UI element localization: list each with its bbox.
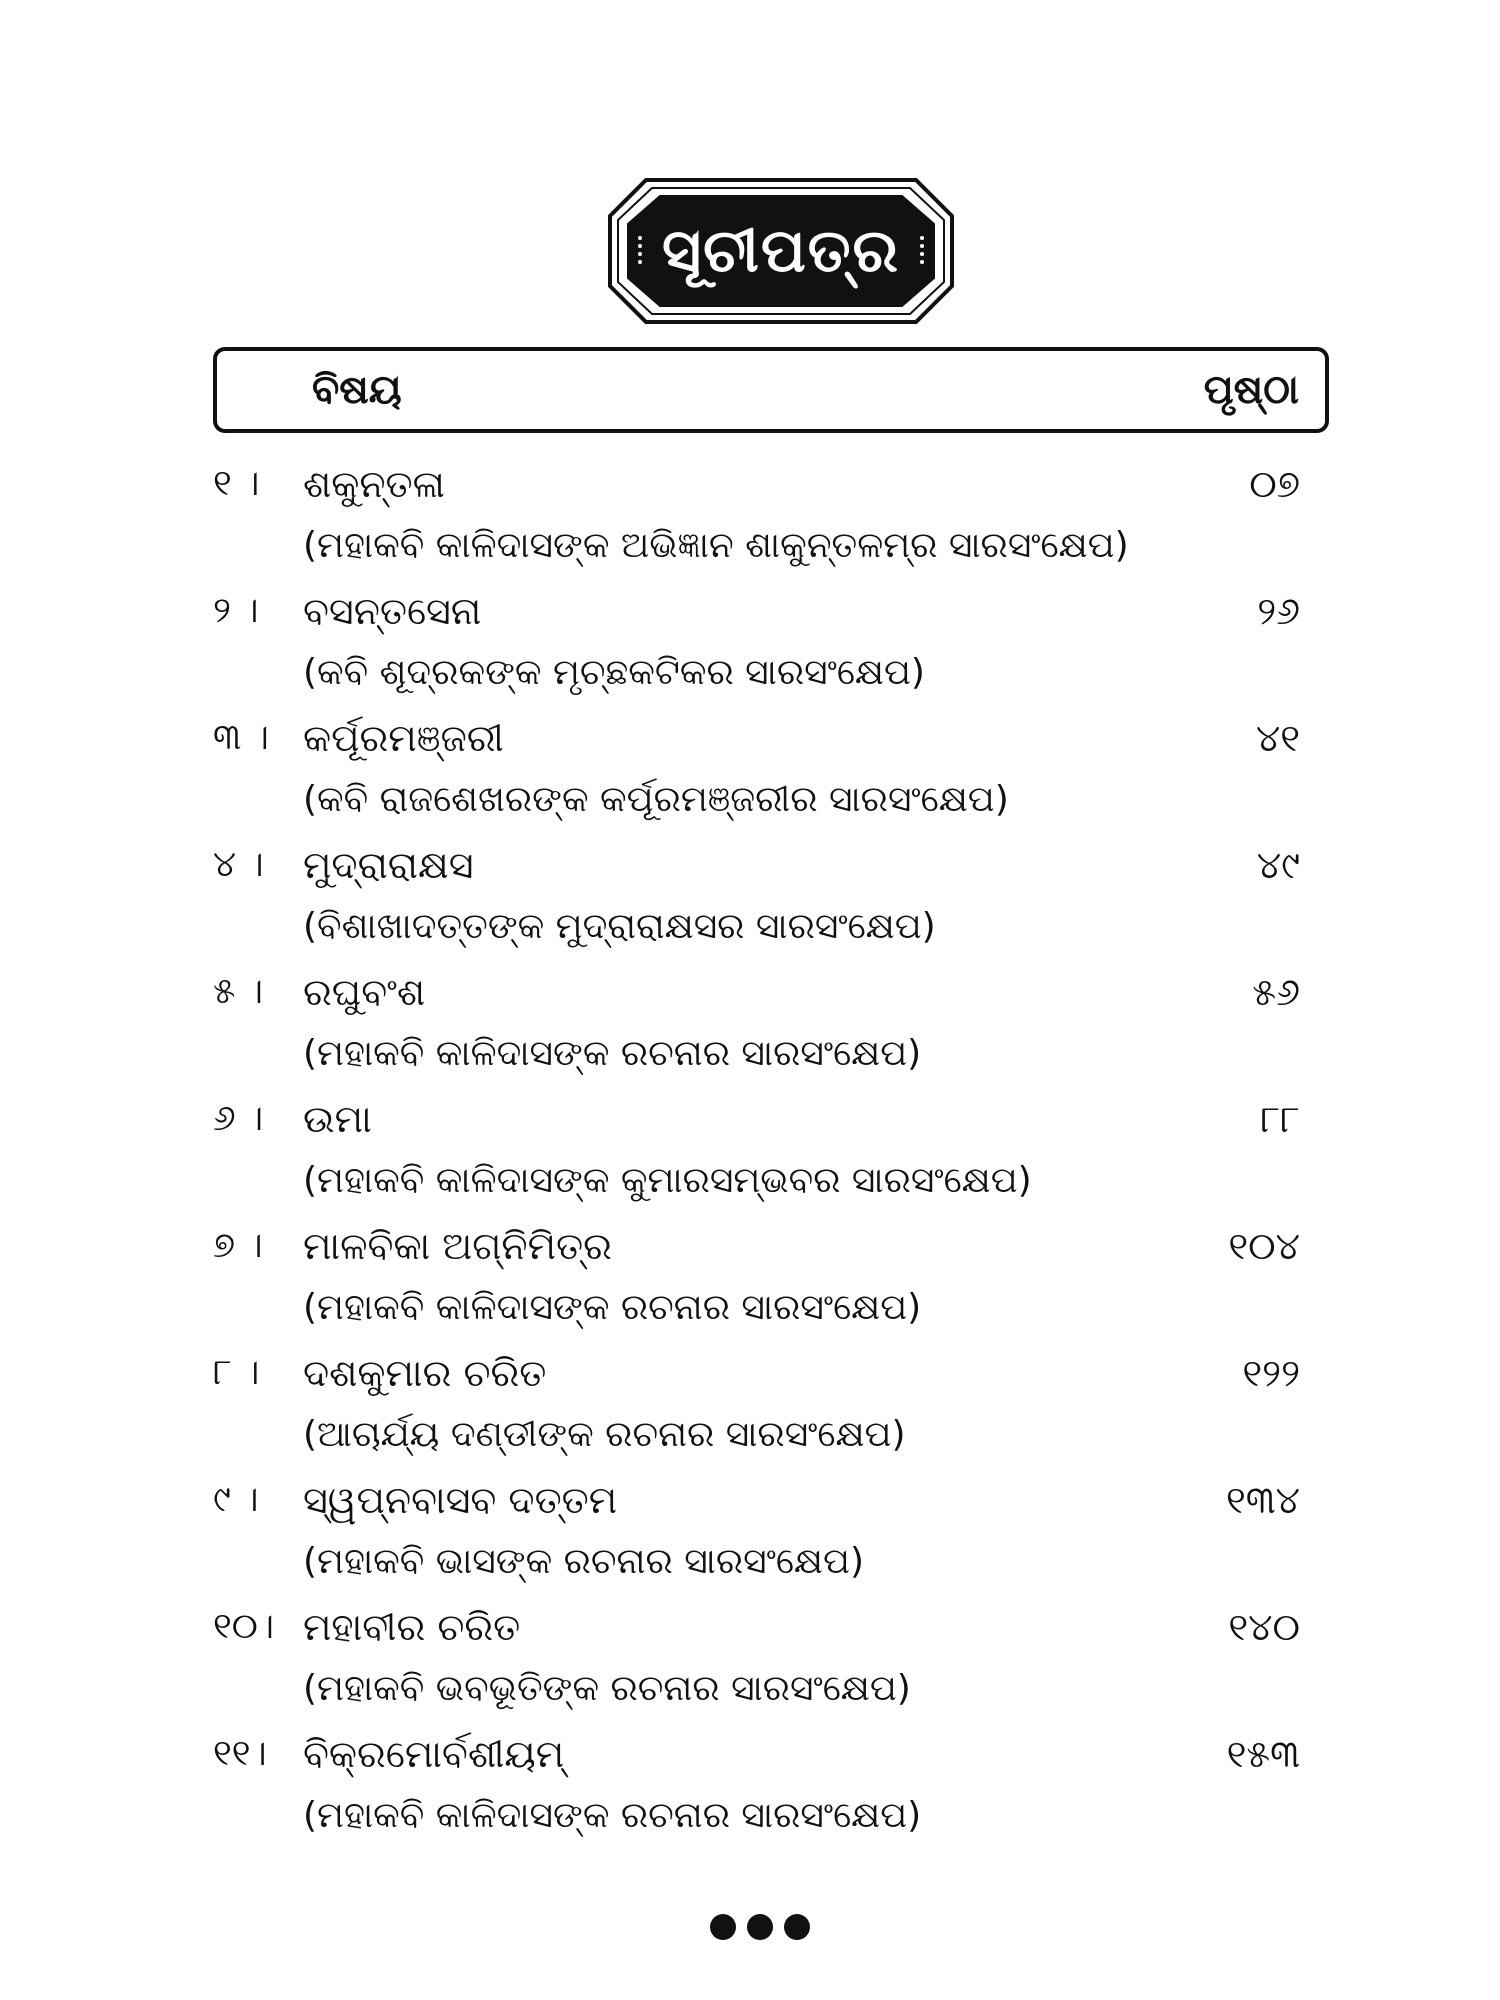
entry-subtitle: (ମହାକବି ଭବଭୂତିଙ୍କ ରଚନାର ସାରସଂକ୍ଷେପ): [303, 1668, 911, 1709]
entry-number: ୪ ।: [213, 844, 264, 885]
ornament-dot: [710, 1914, 736, 1940]
entry-title: ଶକୁନ୍ତଳା: [303, 462, 445, 506]
toc-entry: [0, 702, 1500, 829]
entry-title: ମାଳବିକା ଅଗ୍ନିମିତ୍ର: [303, 1224, 612, 1268]
toc-entry: [0, 1083, 1500, 1210]
entry-subtitle: (କବି ଶୂଦ୍ରକଙ୍କ ମୃଚ୍ଛକଟିକର ସାରସଂକ୍ଷେପ): [303, 652, 925, 693]
header-subject-label: ବିଷୟ: [312, 367, 402, 413]
entry-page-number: ୦୭: [1249, 462, 1300, 506]
entry-number: ୭ ।: [213, 1225, 263, 1266]
entry-title: ଦଶକୁମାର ଚରିତ: [303, 1351, 547, 1395]
toc-entry: [0, 1464, 1500, 1591]
entry-number: ୧୧।: [213, 1733, 267, 1774]
toc-list: [0, 448, 1500, 1845]
entry-title: କର୍ପୂରମଞ୍ଜରୀ: [303, 716, 504, 760]
entry-title: ସ୍ୱପ୍ନବାସବ ଦତ୍ତମ: [303, 1478, 618, 1522]
entry-subtitle: (ମହାକବି କାଳିଦାସଙ୍କ ରଚନାର ସାରସଂକ୍ଷେପ): [303, 1287, 922, 1328]
entry-number: ୮ ।: [213, 1352, 260, 1393]
entry-page-number: ୮୮: [1260, 1097, 1300, 1141]
entry-number: ୩ ।: [213, 717, 269, 758]
entry-subtitle: (ମହାକବି କାଳିଦାସଙ୍କ ଅଭିଜ୍ଞାନ ଶାକୁନ୍ତଳମ୍‌ର ସାରସଂକ୍ଷେପ): [303, 525, 1129, 566]
toc-entry: [0, 575, 1500, 702]
entry-page-number: ୨୬: [1257, 589, 1300, 633]
entry-title: ମୁଦ୍ରାରାକ୍ଷସ: [303, 843, 474, 887]
entry-number: ୧ ।: [213, 463, 260, 504]
page-title: ସୂଚୀପତ୍ର: [662, 216, 900, 286]
end-ornament: [710, 1912, 810, 1942]
entry-page-number: ୪୯: [1256, 843, 1300, 887]
entry-number: ୨ ।: [213, 590, 259, 631]
toc-entry: [0, 1210, 1500, 1337]
title-badge: [606, 176, 956, 326]
toc-entry: [0, 448, 1500, 575]
entry-page-number: ୫୬: [1252, 970, 1300, 1014]
entry-title: ବିକ୍ରମୋର୍ବଶୀୟମ୍‌: [303, 1732, 565, 1776]
entry-subtitle: (ମହାକବି କାଳିଦାସଙ୍କ ରଚନାର ସାରସଂକ୍ଷେପ): [303, 1033, 922, 1074]
entry-page-number: ୪୧: [1255, 716, 1300, 760]
entry-number: ୫ ।: [213, 971, 264, 1012]
toc-entry: [0, 829, 1500, 956]
entry-subtitle: (ଆଚାର୍ଯ୍ୟ ଦଣ୍ଡୀଙ୍କ ରଚନାର ସାରସଂକ୍ଷେପ): [303, 1414, 906, 1455]
ornament-dot: [747, 1914, 773, 1940]
entry-subtitle: (ମହାକବି ଭାସଙ୍କ ରଚନାର ସାରସଂକ୍ଷେପ): [303, 1541, 864, 1582]
toc-entry: [0, 1337, 1500, 1464]
entry-title: ବସନ୍ତସେନା: [303, 589, 482, 633]
entry-subtitle: (ମହାକବି କାଳିଦାସଙ୍କ ରଚନାର ସାରସଂକ୍ଷେପ): [303, 1795, 922, 1836]
header-page-label: ପୃଷ୍ଠା: [1203, 367, 1299, 413]
toc-header: [213, 347, 1329, 433]
toc-entry: [0, 1591, 1500, 1718]
entry-page-number: ୧୩୪: [1225, 1478, 1300, 1522]
entry-number: ୬ ।: [213, 1098, 264, 1139]
entry-title: ଉମା: [303, 1097, 372, 1141]
entry-subtitle: (ମହାକବି କାଳିଦାସଙ୍କ କୁମାରସମ୍ଭବର ସାରସଂକ୍ଷେପ): [303, 1160, 1032, 1201]
entry-title: ରଘୁବଂଶ: [303, 970, 426, 1014]
entry-page-number: ୧୦୪: [1228, 1224, 1300, 1268]
entry-subtitle: (ବିଶାଖାଦତ୍ତଙ୍କ ମୁଦ୍ରାରାକ୍ଷସର ସାରସଂକ୍ଷେପ): [303, 906, 936, 947]
entry-title: ମହାବୀର ଚରିତ: [303, 1605, 521, 1649]
entry-page-number: ୧୨୨: [1242, 1351, 1300, 1395]
ornament-dot: [784, 1914, 810, 1940]
entry-number: ୧୦।: [213, 1606, 275, 1647]
toc-entry: [0, 1718, 1500, 1845]
toc-entry: [0, 956, 1500, 1083]
entry-number: ୯ ।: [213, 1479, 259, 1520]
entry-subtitle: (କବି ରାଜଶେଖରଙ୍କ କର୍ପୂରମଞ୍ଜରୀର ସାରସଂକ୍ଷେପ): [303, 779, 1009, 820]
entry-page-number: ୧୪୦: [1228, 1605, 1300, 1649]
entry-page-number: ୧୫୩: [1226, 1732, 1300, 1776]
